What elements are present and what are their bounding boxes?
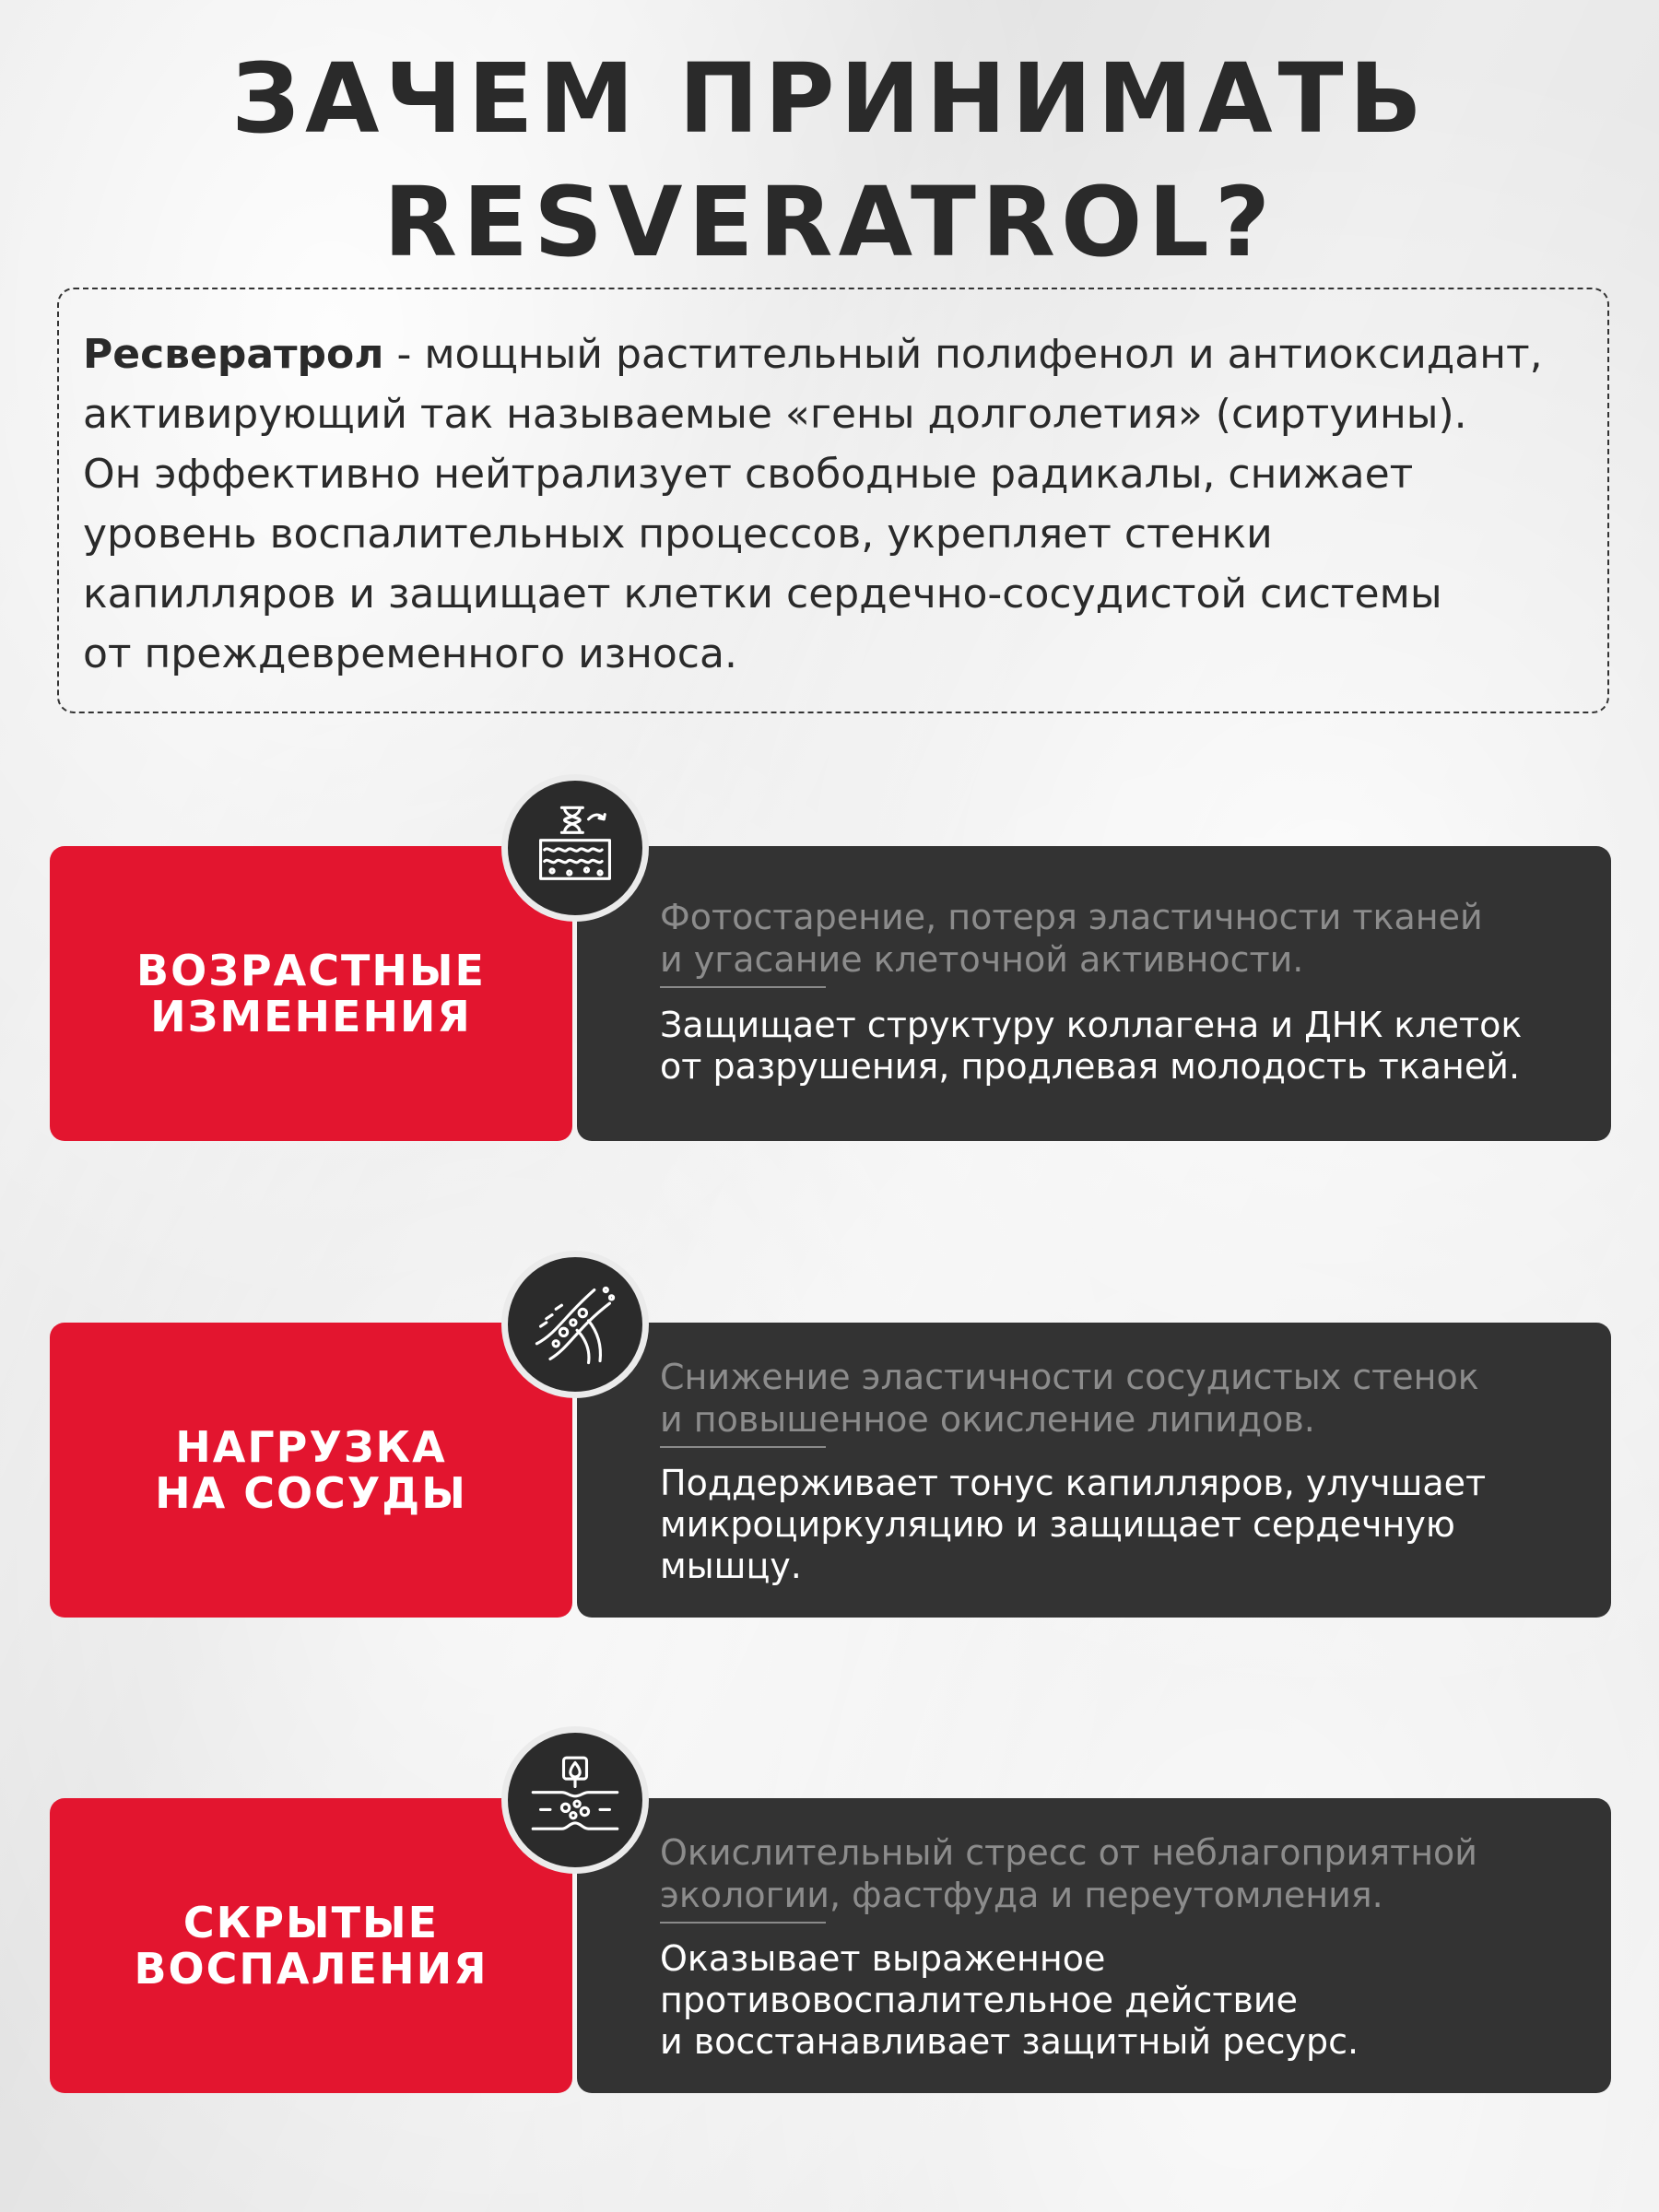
card-label-panel (50, 1323, 572, 1618)
card-benefit-line: Поддерживает тонус капилляров, улучшает (660, 1463, 1487, 1503)
card-benefit-line: и восстанавливает защитный ресурс. (660, 2021, 1359, 2062)
page-title-line-2: RESVERATROL? (382, 166, 1277, 278)
card-content-panel (577, 846, 1611, 1141)
card-benefit-line: мышцу. (660, 1546, 802, 1586)
card-separator (660, 986, 826, 988)
intro-term: Ресвератрол (83, 331, 384, 378)
card-benefit-line: микроциркуляцию и защищает сердечную (660, 1504, 1455, 1545)
card-problem-line: и повышенное окисление липидов. (660, 1399, 1315, 1440)
benefit-card-age (0, 846, 1659, 1141)
intro-line: активирующий так называемые «гены долголетия» (сиртуины). (83, 391, 1467, 438)
intro-line: капилляров и защищает клетки сердечно-сосудистой системы (83, 571, 1442, 618)
card-problem-line: Снижение эластичности сосудистых стенок (660, 1357, 1479, 1397)
intro-box (57, 288, 1609, 713)
card-benefit (660, 1005, 1572, 1088)
skin-hourglass-icon (501, 774, 649, 922)
card-benefit-line: Защищает структуру коллагена и ДНК клеток (660, 1005, 1523, 1045)
card-label-panel (50, 846, 572, 1141)
page-title (0, 37, 1659, 284)
card-benefit (660, 1463, 1572, 1587)
card-label (72, 1424, 551, 1516)
intro-line-text: - мощный растительный полифенол и антиоксидант, (383, 331, 1543, 378)
card-separator (660, 1922, 826, 1924)
card-problem-line: Фотостарение, потеря эластичности тканей (660, 897, 1483, 937)
intro-line: Он эффективно нейтрализует свободные радикалы, снижает (83, 451, 1414, 498)
card-benefit-line: от разрушения, продлевая молодость тканей. (660, 1046, 1521, 1087)
card-problem (660, 1831, 1545, 1916)
card-label (72, 947, 551, 1040)
benefit-card-inflammation (0, 1798, 1659, 2093)
card-benefit-line: Оказывает выраженное (660, 1938, 1106, 1979)
inflamed-vessel-icon (501, 1726, 649, 1874)
blood-vessel-icon (501, 1251, 649, 1398)
card-separator (660, 1446, 826, 1448)
intro-line: уровень воспалительных процессов, укрепляет стенки (83, 511, 1273, 558)
card-problem (660, 1356, 1545, 1441)
benefit-card-vessels (0, 1323, 1659, 1618)
card-problem-line: и угасание клеточной активности. (660, 939, 1304, 980)
card-content-panel (577, 1323, 1611, 1618)
intro-line (83, 324, 1580, 384)
card-problem-line: Окислительный стресс от неблагоприятной (660, 1832, 1478, 1873)
card-label-line: НА СОСУДЫ (155, 1468, 467, 1518)
card-problem (660, 896, 1545, 981)
card-benefit-line: противовоспалительное действие (660, 1980, 1298, 2020)
intro-text (83, 324, 1580, 684)
page-title-line-1: ЗАЧЕМ ПРИНИМАТЬ (231, 42, 1428, 155)
card-label-line: НАГРУЗКА (175, 1422, 447, 1472)
card-content-panel (577, 1798, 1611, 2093)
card-problem-line: экологии, фастфуда и переутомления. (660, 1875, 1383, 1915)
card-benefit (660, 1938, 1572, 2063)
intro-line: от преждевременного износа. (83, 630, 737, 677)
card-label-line: ИЗМЕНЕНИЯ (150, 992, 472, 1041)
card-label-panel (50, 1798, 572, 2093)
card-label-line: СКРЫТЫЕ (182, 1898, 440, 1947)
card-label-line: ВОСПАЛЕНИЯ (134, 1944, 488, 1994)
card-label-line: ВОЗРАСТНЫЕ (136, 946, 486, 995)
card-label (72, 1900, 551, 1992)
